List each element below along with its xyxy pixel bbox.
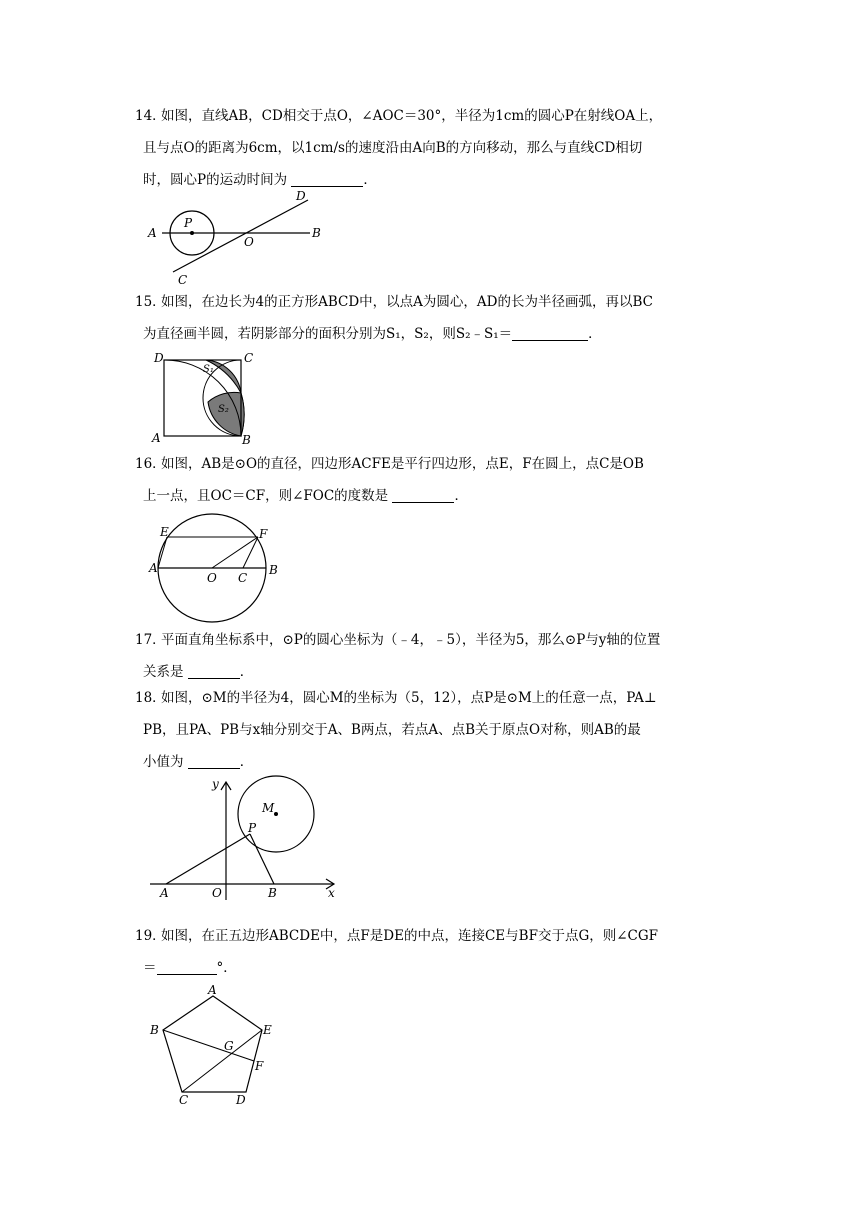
question-text: 如图，在正五边形ABCDE中，点F是DE的中点，连接CE与BF交于点G，则∠CGF bbox=[161, 928, 659, 944]
label-C: C bbox=[178, 273, 188, 287]
label-D: D bbox=[296, 189, 306, 203]
question-text: 时，圆心P的运动时间为 bbox=[143, 172, 288, 188]
question-text: 且与点O的距离为6cm，以1cm/s的速度沿由A向B的方向移动，那么与直线CD相切 bbox=[143, 140, 643, 156]
label-F: F bbox=[255, 1059, 264, 1073]
question-end: ． bbox=[363, 172, 377, 188]
answer-blank[interactable] bbox=[392, 486, 454, 503]
question-18 bbox=[135, 682, 735, 778]
answer-blank[interactable] bbox=[512, 324, 588, 341]
question-text: 如图，⊙M的半径为4，圆心M的坐标为（5，12），点P是⊙M上的任意一点，PA⊥ bbox=[161, 690, 657, 706]
label-O: O bbox=[207, 571, 217, 585]
label-B: B bbox=[242, 433, 251, 447]
figure-14 bbox=[140, 188, 340, 288]
label-S1: S₁ bbox=[203, 364, 214, 375]
question-end: ． bbox=[454, 488, 468, 504]
question-17 bbox=[135, 624, 735, 688]
question-text: 上一点，且OC＝CF，则∠FOC的度数是 bbox=[143, 488, 389, 504]
question-19 bbox=[135, 920, 735, 984]
figure-19 bbox=[146, 984, 286, 1108]
label-B: B bbox=[268, 886, 277, 900]
question-end: ． bbox=[239, 664, 254, 680]
question-text: 如图，AB是⊙O的直径，四边形ACFE是平行四边形，点E，F在圆上，点C是OB bbox=[161, 456, 644, 472]
question-text: 为直径画半圆，若阴影部分的面积分别为S₁，S₂，则S₂﹣S₁＝ bbox=[143, 326, 513, 342]
label-D: D bbox=[154, 351, 164, 365]
label-C: C bbox=[238, 571, 248, 585]
question-15 bbox=[135, 286, 735, 350]
answer-blank[interactable] bbox=[291, 170, 363, 187]
label-F: F bbox=[259, 527, 268, 541]
question-number: 14． bbox=[135, 108, 166, 124]
question-number: 16． bbox=[135, 456, 166, 472]
question-number: 17． bbox=[135, 632, 166, 648]
label-B: B bbox=[312, 226, 321, 240]
label-G: G bbox=[224, 1039, 234, 1053]
answer-blank[interactable] bbox=[157, 958, 217, 975]
label-A: A bbox=[148, 226, 157, 240]
question-text: 如图，直线AB，CD相交于点O，∠AOC＝30°，半径为1cm的圆心P在射线OA上， bbox=[161, 108, 663, 124]
label-S2: S₂ bbox=[218, 404, 229, 415]
label-P: P bbox=[248, 821, 257, 835]
label-C: C bbox=[179, 1093, 189, 1107]
answer-blank[interactable] bbox=[188, 752, 240, 769]
question-text: ＝ bbox=[143, 960, 157, 976]
question-16 bbox=[135, 448, 735, 512]
question-number: 19． bbox=[135, 928, 166, 944]
label-C: C bbox=[244, 351, 254, 365]
label-M: M bbox=[262, 801, 275, 815]
question-text: 小值为 bbox=[143, 754, 184, 770]
question-14 bbox=[135, 100, 735, 196]
label-A: A bbox=[152, 431, 161, 445]
question-text: PB，且PA、PB与x轴分别交于A、B两点，若点A、点B关于原点O对称，则AB的最 bbox=[143, 722, 641, 738]
question-number: 18． bbox=[135, 690, 166, 706]
label-A: A bbox=[149, 561, 158, 575]
question-number: 15． bbox=[135, 294, 166, 310]
question-end: ． bbox=[239, 754, 254, 770]
label-y: y bbox=[212, 777, 219, 791]
question-text: 关系是 bbox=[143, 664, 184, 680]
answer-blank[interactable] bbox=[188, 662, 240, 679]
label-A: A bbox=[160, 886, 169, 900]
question-end: ． bbox=[588, 326, 602, 342]
label-x: x bbox=[328, 886, 335, 900]
label-O: O bbox=[212, 886, 222, 900]
label-B: B bbox=[269, 563, 278, 577]
question-text: 如图，在边长为4的正方形ABCD中，以点A为圆心，AD的长为半径画弧，再以BC bbox=[161, 294, 653, 310]
figure-16 bbox=[148, 512, 288, 622]
label-B: B bbox=[150, 1023, 159, 1037]
label-D: D bbox=[236, 1093, 246, 1107]
question-end: °． bbox=[216, 960, 237, 976]
label-P: P bbox=[184, 216, 193, 230]
figure-18 bbox=[146, 772, 346, 902]
figure-15 bbox=[146, 350, 266, 446]
label-O: O bbox=[244, 235, 254, 249]
question-text: 平面直角坐标系中，⊙P的圆心坐标为（﹣4，﹣5），半径为5，那么⊙P与y轴的位置 bbox=[161, 632, 661, 648]
label-E: E bbox=[160, 525, 169, 539]
label-E: E bbox=[263, 1023, 272, 1037]
label-A: A bbox=[208, 983, 217, 997]
